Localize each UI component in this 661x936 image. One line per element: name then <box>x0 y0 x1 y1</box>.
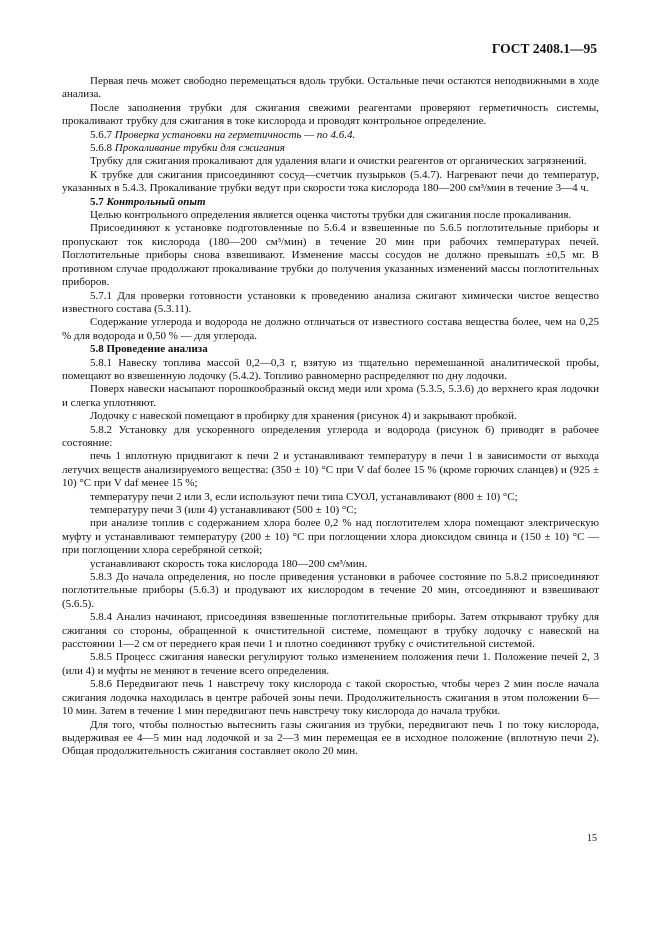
body-paragraph <box>62 383 599 410</box>
paragraph-text: 5.8.2 Установку для ускоренного определения углерода и водорода (рисунок 6) приводят в рабочее состояние: <box>62 423 599 449</box>
body-paragraph <box>62 102 599 129</box>
body-paragraph <box>62 75 599 102</box>
paragraph-text: 5.7.1 Для проверки готовности установки к проведению анализа сжигают химически чистое вещество известного состава (5.3.11). <box>62 289 599 315</box>
body-paragraph <box>62 517 599 557</box>
paragraph-text: Для того, чтобы полностью вытеснить газы сжигания из трубки, передвигают печь 1 по току кислорода, выдерживая ее 4—5 мин над лодочкой и за 2—3 мин перемещая ее в исходное положение (вплотную печи 2). Общая продолжительность сжигания составляет около 20 мин. <box>62 718 599 758</box>
body-paragraph <box>62 169 599 196</box>
paragraph-text: Целью контрольного определения является оценка чистоты трубки для сжигания после прокаливания. <box>90 209 572 222</box>
paragraph-text: 5.8.6 Передвигают печь 1 навстречу току кислорода с такой скоростью, чтобы через 2 мин после начала сжигания лодочка находилась в центре рабочей зоны печи. Продолжительность сжигания в этом положении 6—10 мин. Затем в течение 1 мин передвигают печь навстречу току кислорода до начала трубки. <box>62 678 599 718</box>
paragraph-text: при анализе топлив с содержанием хлора более 0,2 % над поглотителем хлора помещают электрическую муфту и устанавливают температуру (200 ± 10) °С при поглощении хлора диоксидом свинца и (150 ± 10) °С — при поглощении хлора серебряной сеткой; <box>62 517 599 557</box>
body-paragraph <box>62 491 599 504</box>
paragraph-text: 5.8.5 Процесс сжигания навески регулируют только изменением положения печи 1. Положение печей 2, 3 (или 4) и муфты не меняют в течение всего определения. <box>62 651 599 677</box>
body-paragraph <box>62 357 599 384</box>
body-paragraph <box>62 155 599 168</box>
section-number: 5.6.8 <box>90 142 112 155</box>
body-paragraph <box>62 290 599 317</box>
body-paragraph <box>62 410 599 423</box>
body-paragraph <box>62 450 599 490</box>
paragraph-text: температуру печи 2 или 3, если используют печи типа СУОЛ, устанавливают (800 ± 10) °С; <box>90 490 518 503</box>
section-title: Проверка установки на герметичность — по 4.6.4. <box>114 128 356 141</box>
section-number: 5.8 <box>90 343 104 356</box>
paragraph-text: 5.8.4 Анализ начинают, присоединяя взвешенные поглотительные приборы. Затем открывают трубку для сжигания со стороны, обращенной к очистительной системе, помещают в трубку лодочку с навеской на расстоянии 1—2 см от переднего края печи 1 и плотно соединяют трубку с очистительной системой. <box>62 611 599 651</box>
body-paragraph <box>62 424 599 451</box>
paragraph-text: печь 1 вплотную придвигают к печи 2 и устанавливают температуру в печи 1 в зависимости от выхода летучих веществ анализируемого вещества: (350 ± 10) °С при V daf более 15 % (кроме горючих сланцев) и (925 ± 10) °С при V daf менее 15 %; <box>62 450 599 490</box>
paragraph-text: 5.8.1 Навеску топлива массой 0,2—0,3 г, взятую из тщательно перемешанной аналитической пробы, помещают во взвешенную лодочку (5.4.2). Топливо равномерно распределяют по дну лодочки. <box>62 356 599 382</box>
section-number: 5.7 <box>90 195 104 208</box>
paragraph-text: Присоединяют к установке подготовленные по 5.6.4 и взвешенные по 5.6.5 поглотительные приборы и пропускают ток кислорода (180—200 см³/мин) в течение 20 мин при рабочих температурах печей. Поглотительные приборы снова взвешивают. Изменение массы сосудов не должно превышать ±0,5 мг. В противном случае продолжают прокаливание трубки до получения указанных изменений массы поглотительных приборов. <box>62 222 599 289</box>
body-paragraph <box>62 651 599 678</box>
section-title: Проведение анализа <box>106 343 208 356</box>
paragraph-text: Трубку для сжигания прокаливают для удаления влаги и очистки реагентов от органических загрязнений. <box>90 155 587 168</box>
page-number: 15 <box>587 833 597 844</box>
section-title: Контрольный опыт <box>106 195 206 208</box>
body-paragraph <box>62 316 599 343</box>
paragraph-text: Первая печь может свободно перемещаться вдоль трубки. Остальные печи остаются неподвижными в ходе анализа. <box>62 75 599 101</box>
section-heading <box>62 142 599 155</box>
paragraph-text: Содержание углерода и водорода не должно отличаться от известного состава вещества более, чем на 0,25 % для водорода и 0,50 % — для углерода. <box>62 316 599 342</box>
paragraph-text: К трубке для сжигания присоединяют сосуд—счетчик пузырьков (5.4.7). Нагревают печи до температур, указанных в 5.4.3. Прокаливание трубки ведут при скорости тока кислорода 180—200 см³/мин в течение 3—4 ч. <box>62 168 599 195</box>
section-heading <box>62 343 599 356</box>
document-body <box>62 75 599 759</box>
section-heading <box>62 129 599 142</box>
paragraph-text: После заполнения трубки для сжигания свежими реагентами проверяют герметичность системы, прокаливают трубку для сжигания в токе кислорода и проводят контрольное определение. <box>62 101 599 128</box>
paragraph-text: устанавливают скорость тока кислорода 180—200 см³/мин. <box>90 557 368 570</box>
body-paragraph <box>62 558 599 571</box>
paragraph-text: 5.8.3 До начала определения, но после приведения установки в рабочее состояние по 5.8.2 присоединяют поглотительные приборы (5.6.3) и продувают их кислородом в течение 20 мин, отсоединяют и взвешивают (5.6.5). <box>62 571 599 610</box>
body-paragraph <box>62 222 599 289</box>
body-paragraph <box>62 611 599 651</box>
body-paragraph <box>62 571 599 611</box>
body-paragraph <box>62 209 599 222</box>
section-heading <box>62 196 599 209</box>
body-paragraph <box>62 719 599 759</box>
paragraph-text: температуру печи 3 (или 4) устанавливают (500 ± 10) °С; <box>90 504 357 516</box>
paragraph-text: Лодочку с навеской помещают в пробирку для хранения (рисунок 4) и закрывают пробкой. <box>90 410 517 423</box>
paragraph-text: Поверх навески насыпают порошкообразный оксид меди или хрома (5.3.5, 5.3.6) до верхнего края лодочки и слегка уплотняют. <box>62 383 599 409</box>
body-paragraph <box>62 504 599 517</box>
body-paragraph <box>62 678 599 718</box>
document-code-header: ГОСТ 2408.1—95 <box>491 41 597 56</box>
section-number: 5.6.7 <box>90 128 112 141</box>
section-title: Прокаливание трубки для сжигания <box>114 142 285 155</box>
